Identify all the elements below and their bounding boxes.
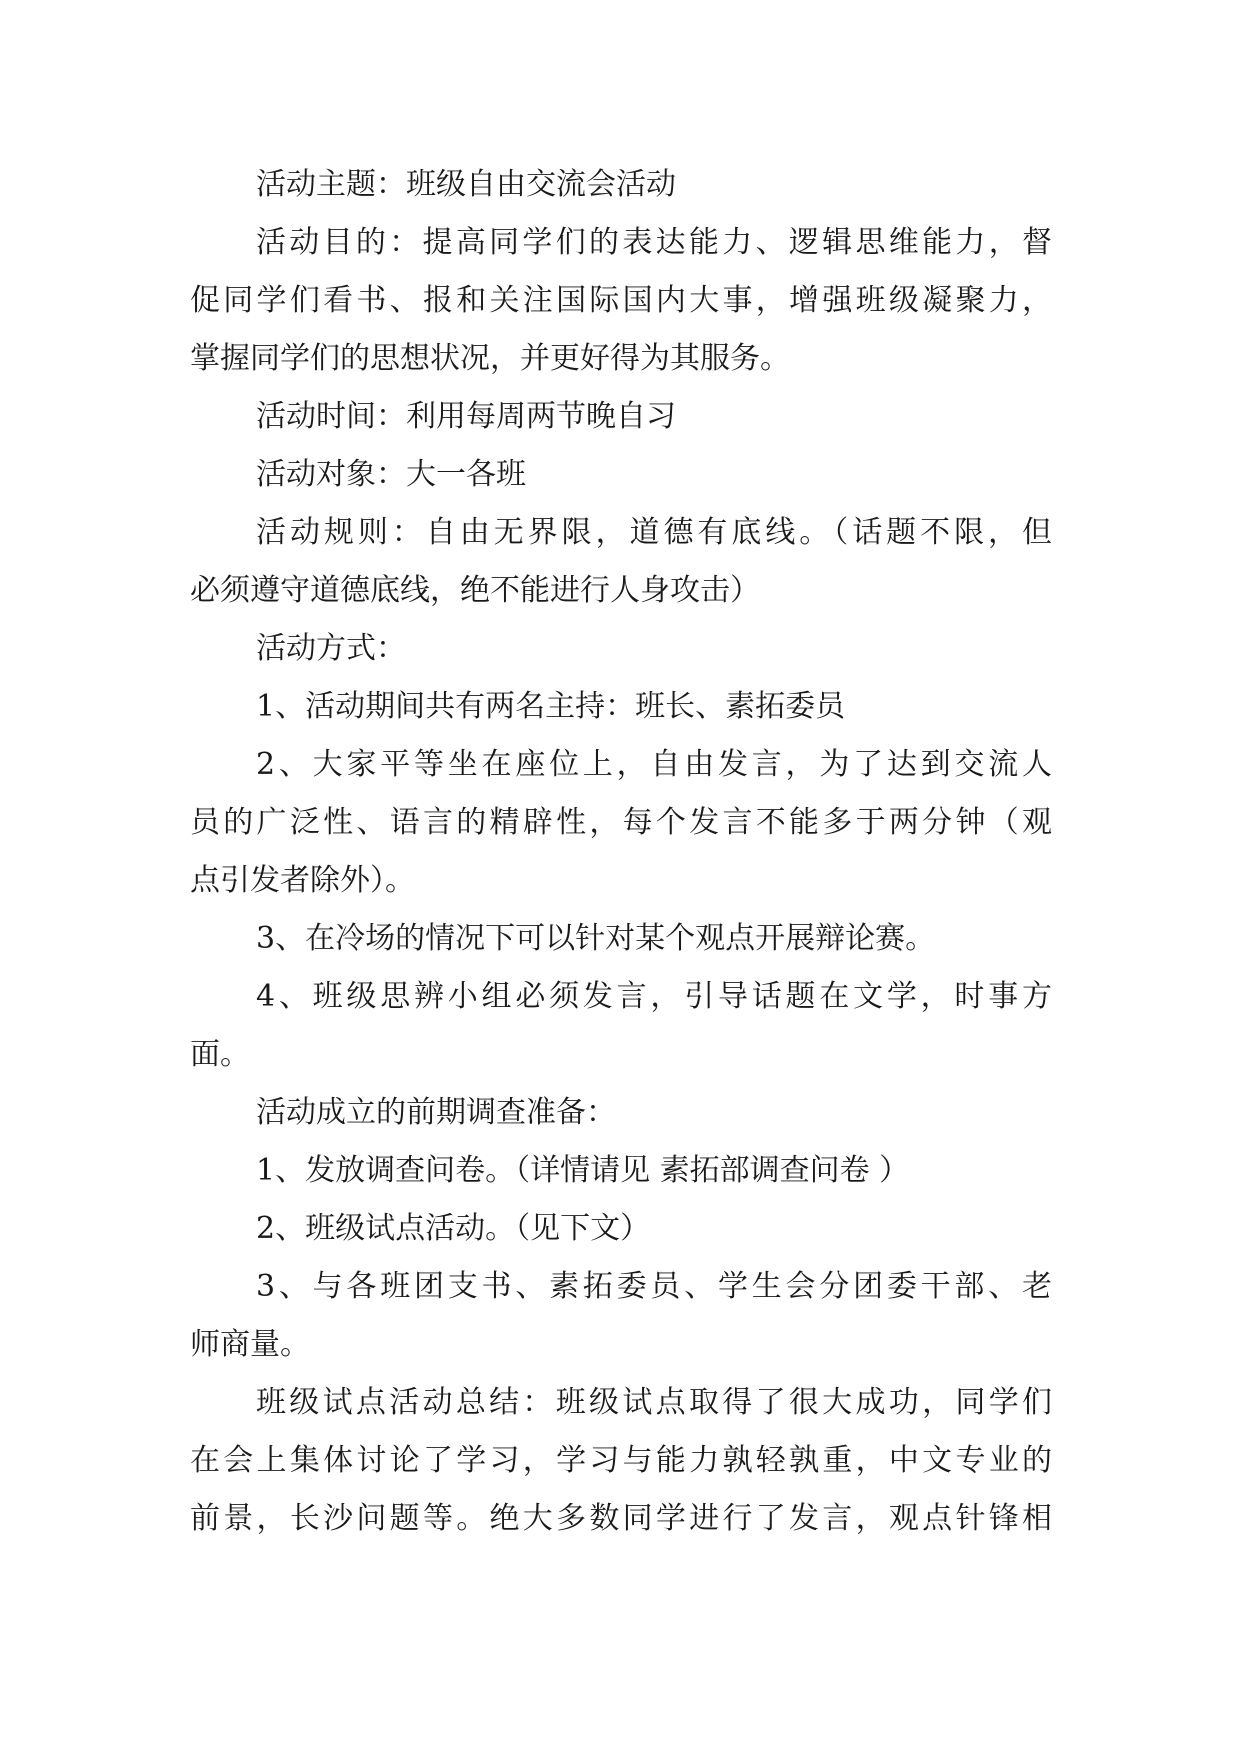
text-line: 活动方式：: [256, 631, 406, 666]
text-line: 在会上集体讨论了学习，学习与能力孰轻孰重，中文专业的: [190, 1443, 1052, 1478]
text-line: 活动时间：利用每周两节晚自习: [256, 399, 676, 434]
text-line: 前景，长沙问题等。绝大多数同学进行了发言，观点针锋相: [190, 1501, 1052, 1536]
text-line: 3、与各班团支书、素拓委员、学生会分团委干部、老: [256, 1269, 1052, 1304]
text-line: 1、发放调查问卷。（详情请见 素拓部调查问卷 ）: [256, 1153, 910, 1188]
text-line: 点引发者除外）。: [190, 863, 415, 898]
text-line: 活动目的：提高同学们的表达能力、逻辑思维能力，督: [256, 225, 1052, 260]
text-line: 2、大家平等坐在座位上，自由发言，为了达到交流人: [256, 747, 1052, 782]
document-body: [190, 156, 1052, 1548]
text-line: 掌握同学们的思想状况，并更好得为其服务。: [190, 341, 790, 376]
text-line: 活动成立的前期调查准备：: [256, 1095, 616, 1130]
text-line: 师商量。: [190, 1327, 310, 1362]
text-line: 活动主题：班级自由交流会活动: [256, 167, 676, 202]
text-line: 4、班级思辨小组必须发言，引导话题在文学，时事方: [256, 979, 1052, 1014]
text-line: 2、班级试点活动。（见下文）: [256, 1211, 651, 1246]
text-line: 员的广泛性、语言的精辟性，每个发言不能多于两分钟（观: [190, 805, 1052, 840]
text-line: 3、在冷场的情况下可以针对某个观点开展辩论赛。: [256, 921, 936, 956]
text-line: 1、活动期间共有两名主持：班长、素拓委员: [256, 689, 846, 724]
text-line: 促同学们看书、报和关注国际国内大事，增强班级凝聚力，: [190, 283, 1052, 318]
text-line: 必须遵守道德底线，绝不能进行人身攻击）: [190, 573, 760, 608]
text-line: 活动对象：大一各班: [256, 457, 526, 492]
text-line: 面。: [190, 1037, 250, 1072]
text-line: 班级试点活动总结：班级试点取得了很大成功，同学们: [256, 1385, 1052, 1420]
text-line: 活动规则：自由无界限，道德有底线。（话题不限，但: [256, 515, 1052, 550]
